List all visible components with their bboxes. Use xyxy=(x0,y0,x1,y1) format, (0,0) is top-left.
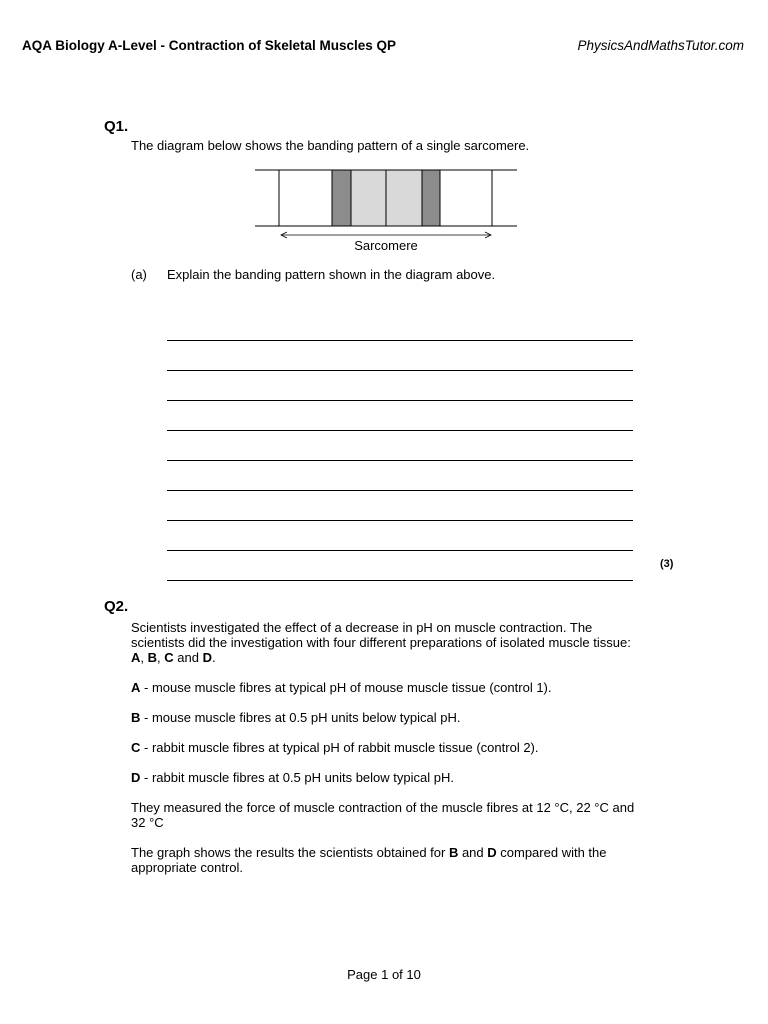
dark-band-right xyxy=(422,170,440,226)
preparation-letter: A xyxy=(131,680,141,695)
preparation-item: B - mouse muscle fibres at 0.5 pH units below typical pH. xyxy=(131,710,461,725)
answer-line[interactable] xyxy=(167,552,633,581)
answer-line[interactable] xyxy=(167,402,633,431)
header-site: PhysicsAndMathsTutor.com xyxy=(577,38,744,53)
preparation-item: A - mouse muscle fibres at typical pH of mouse muscle tissue (control 1). xyxy=(131,680,552,695)
question-1-intro: The diagram below shows the banding pattern of a single sarcomere. xyxy=(131,138,530,153)
preparation-letter: B xyxy=(131,710,141,725)
question-2-body xyxy=(131,620,646,890)
preparation-item: C - rabbit muscle fibres at typical pH of rabbit muscle tissue (control 2). xyxy=(131,740,539,755)
answer-line[interactable] xyxy=(167,462,633,491)
light-band-right xyxy=(386,170,422,226)
answer-line[interactable] xyxy=(167,432,633,461)
question-2-number: Q2. xyxy=(104,598,129,615)
dark-band-left xyxy=(332,170,351,226)
sarcomere-label: Sarcomere xyxy=(354,238,418,253)
page-number: Page 1 of 10 xyxy=(347,967,421,982)
answer-lines[interactable] xyxy=(167,312,633,582)
answer-line[interactable] xyxy=(167,342,633,371)
answer-line[interactable] xyxy=(167,312,633,341)
preparation-item: D - rabbit muscle fibres at 0.5 pH units below typical pH. xyxy=(131,770,454,785)
question-2-intro: Scientists investigated the effect of a decrease in pH on muscle contraction. The scientists did the investigation with four different preparations of isolated muscle tissue: A, B, C and D. xyxy=(131,620,631,665)
answer-line[interactable] xyxy=(167,492,633,521)
measurement-text: They measured the force of muscle contraction of the muscle fibres at 12 °C, 22 °C and 32 °C xyxy=(131,800,635,830)
question-1-number: Q1. xyxy=(104,118,129,135)
part-a-text: Explain the banding pattern shown in the diagram above. xyxy=(167,267,496,282)
preparation-letter: D xyxy=(131,770,141,785)
answer-line[interactable] xyxy=(167,522,633,551)
light-band-left xyxy=(351,170,386,226)
part-a-label: (a) xyxy=(131,267,147,282)
marks-label: (3) xyxy=(660,558,674,570)
graph-note: The graph shows the results the scientists obtained for B and D compared with the appropriate control. xyxy=(131,845,607,875)
sarcomere-diagram xyxy=(255,164,519,254)
preparation-letter: C xyxy=(131,740,141,755)
header-title: AQA Biology A-Level - Contraction of Skeletal Muscles QP xyxy=(22,38,397,53)
answer-line[interactable] xyxy=(167,372,633,401)
